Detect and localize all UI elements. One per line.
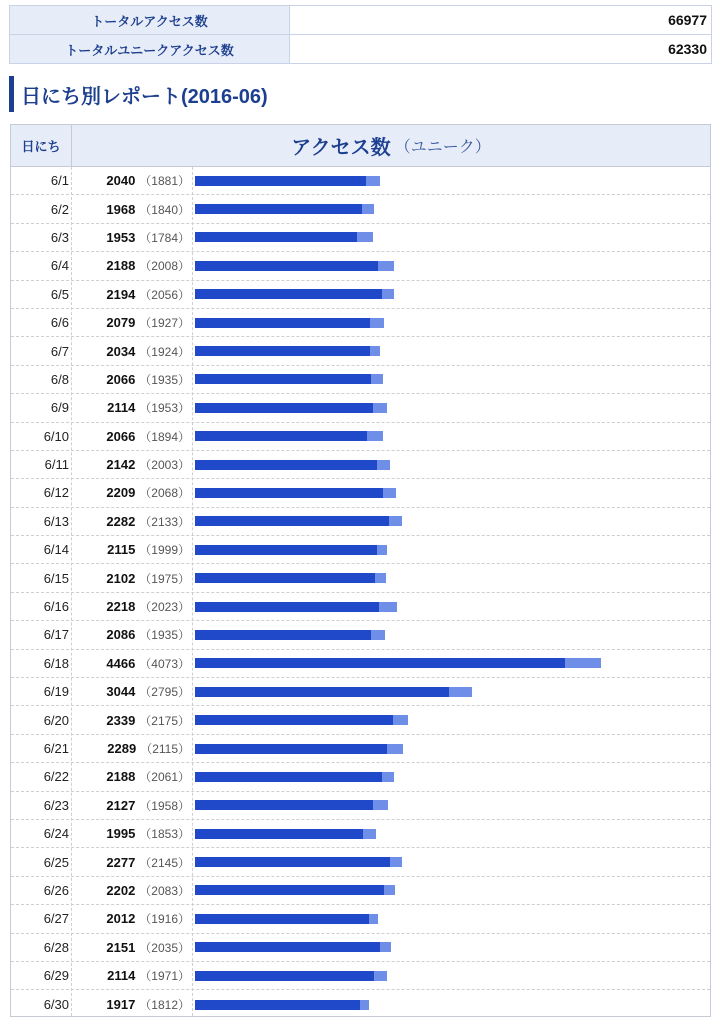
row-date: 6/6	[50, 315, 69, 331]
row-bars	[195, 990, 710, 1018]
report-row	[11, 735, 710, 763]
row-bars	[195, 820, 710, 847]
bar-unique-access	[195, 516, 389, 526]
report-row	[11, 905, 710, 933]
row-date: 6/21	[43, 741, 69, 756]
report-rows	[11, 167, 710, 1019]
row-counts	[72, 252, 190, 279]
row-bars	[195, 337, 710, 364]
row-date: 6/20	[43, 712, 69, 728]
summary-row-unique	[10, 35, 712, 64]
row-unique-count: （2023）	[139, 600, 190, 615]
report-row	[11, 423, 710, 451]
row-counts	[72, 167, 190, 194]
row-counts	[72, 281, 190, 308]
row-counts	[72, 593, 190, 620]
row-unique-count: （1916）	[139, 912, 190, 927]
row-total-count: 2127	[106, 797, 136, 813]
row-total-count: 2012	[106, 911, 136, 927]
report-row	[11, 252, 710, 280]
report-row	[11, 564, 710, 592]
row-total-count: 2339	[106, 712, 136, 728]
row-counts	[72, 934, 190, 961]
row-counts	[72, 877, 190, 904]
row-unique-count: （4073）	[139, 656, 190, 671]
row-bars	[195, 593, 710, 620]
row-bars	[195, 451, 710, 478]
row-total-count: 2115	[107, 542, 136, 558]
row-counts	[72, 621, 190, 648]
row-date: 6/10	[43, 428, 69, 444]
row-date: 6/28	[43, 939, 69, 955]
bar-unique-access	[195, 1000, 360, 1010]
report-header	[11, 125, 710, 167]
row-total-count: 2188	[106, 258, 136, 274]
section-title: 日にち別レポート(2016-06)	[21, 85, 268, 108]
report-row	[11, 281, 710, 309]
row-unique-count: （2175）	[139, 713, 190, 728]
row-counts	[72, 564, 190, 591]
row-total-count: 2034	[106, 343, 136, 359]
report-row	[11, 962, 710, 990]
row-counts	[72, 820, 190, 847]
report-row	[11, 877, 710, 905]
row-date: 6/14	[43, 542, 69, 558]
row-counts	[72, 366, 190, 393]
report-row	[11, 820, 710, 848]
row-counts	[72, 848, 190, 875]
row-unique-count: （2003）	[139, 458, 190, 473]
row-bars	[195, 479, 710, 506]
row-unique-count: （1927）	[139, 316, 190, 331]
report-row	[11, 366, 710, 394]
row-total-count: 2066	[106, 428, 136, 444]
row-date: 6/26	[43, 882, 69, 898]
row-bars	[195, 564, 710, 591]
row-bars	[195, 792, 710, 819]
report-row	[11, 763, 710, 791]
row-total-count: 2188	[106, 769, 136, 785]
row-date: 6/19	[43, 684, 69, 700]
row-date: 6/4	[50, 258, 69, 274]
bar-unique-access	[195, 772, 382, 782]
report-row	[11, 593, 710, 621]
row-date: 6/25	[43, 854, 69, 870]
daily-report-table	[10, 124, 711, 1017]
report-row	[11, 706, 710, 734]
row-total-count: 2218	[106, 599, 136, 615]
header-date: 日にち	[11, 125, 72, 166]
row-counts	[72, 508, 190, 535]
row-bars	[195, 678, 710, 705]
row-date: 6/15	[43, 570, 69, 586]
report-row	[11, 792, 710, 820]
bar-unique-access	[195, 658, 565, 668]
row-bars	[195, 195, 710, 222]
row-bars	[195, 224, 710, 251]
row-date: 6/27	[43, 911, 69, 927]
report-row	[11, 650, 710, 678]
row-date: 6/16	[43, 599, 69, 615]
row-date: 6/23	[43, 797, 69, 813]
row-unique-count: （1894）	[139, 429, 190, 444]
row-unique-count: （1784）	[139, 230, 190, 245]
row-counts	[72, 735, 190, 762]
bar-unique-access	[195, 573, 375, 583]
row-date: 6/30	[43, 997, 69, 1013]
bar-unique-access	[195, 744, 387, 754]
row-total-count: 2102	[106, 570, 136, 586]
report-row	[11, 848, 710, 876]
row-total-count: 2282	[106, 513, 136, 529]
row-total-count: 2194	[106, 286, 136, 302]
report-row	[11, 337, 710, 365]
row-unique-count: （2035）	[139, 940, 190, 955]
summary-row-total	[10, 6, 712, 35]
row-unique-count: （2083）	[139, 883, 190, 898]
row-total-count: 1995	[106, 826, 136, 842]
row-total-count: 3044	[106, 684, 136, 700]
report-row	[11, 224, 710, 252]
row-total-count: 2289	[107, 741, 137, 756]
bar-unique-access	[195, 431, 367, 441]
row-total-count: 2151	[106, 939, 136, 955]
row-total-count: 2114	[107, 968, 136, 984]
row-total-count: 1953	[106, 229, 136, 245]
row-total-count: 2202	[106, 882, 136, 898]
summary-table	[9, 5, 712, 64]
header-access	[72, 125, 710, 166]
row-total-count: 2066	[106, 371, 136, 387]
report-row	[11, 479, 710, 507]
bar-unique-access	[195, 346, 370, 356]
row-bars	[195, 621, 710, 648]
report-row	[11, 990, 710, 1018]
row-total-count: 1917	[106, 997, 136, 1013]
report-row	[11, 167, 710, 195]
row-bars	[195, 309, 710, 336]
bar-unique-access	[195, 800, 373, 810]
report-row	[11, 195, 710, 223]
bar-unique-access	[195, 374, 371, 384]
row-date: 6/18	[43, 655, 69, 671]
row-date: 6/8	[50, 371, 69, 387]
row-unique-count: （1935）	[139, 372, 190, 387]
report-row	[11, 451, 710, 479]
row-counts	[72, 451, 190, 478]
row-bars	[195, 423, 710, 450]
bar-unique-access	[195, 318, 370, 328]
row-unique-count: （2115）	[140, 742, 190, 756]
total-access-label: トータルアクセス数	[10, 6, 290, 35]
report-row	[11, 934, 710, 962]
bar-unique-access	[195, 261, 378, 271]
bar-unique-access	[195, 602, 379, 612]
row-date: 6/11	[44, 457, 69, 473]
bar-unique-access	[195, 488, 383, 498]
row-bars	[195, 508, 710, 535]
row-counts	[72, 224, 190, 251]
row-bars	[195, 394, 710, 421]
row-unique-count: （1975）	[139, 571, 190, 586]
header-unique-label: （ユニーク）	[394, 139, 491, 156]
row-unique-count: （1953）	[139, 401, 190, 416]
row-total-count: 4466	[106, 655, 136, 671]
row-counts	[72, 792, 190, 819]
row-date: 6/12	[43, 485, 69, 501]
bar-unique-access	[195, 403, 373, 413]
bar-unique-access	[195, 971, 374, 981]
bar-unique-access	[195, 857, 390, 867]
report-row	[11, 678, 710, 706]
unique-access-label: トータルユニークアクセス数	[10, 35, 290, 64]
row-bars	[195, 877, 710, 904]
row-counts	[72, 962, 190, 989]
row-unique-count: （1935）	[139, 628, 190, 643]
row-counts	[72, 337, 190, 364]
row-bars	[195, 848, 710, 875]
heading-accent-bar	[9, 76, 14, 112]
row-date: 6/22	[43, 769, 69, 785]
row-unique-count: （2795）	[139, 685, 190, 700]
row-counts	[72, 195, 190, 222]
row-unique-count: （2056）	[139, 287, 190, 302]
row-counts	[72, 763, 190, 790]
row-bars	[195, 650, 710, 677]
row-date: 6/9	[50, 400, 69, 416]
row-unique-count: （1812）	[139, 998, 190, 1013]
row-counts	[72, 479, 190, 506]
bar-unique-access	[195, 687, 449, 697]
row-unique-count: （2061）	[139, 770, 190, 785]
report-row	[11, 394, 710, 422]
row-date: 6/17	[43, 627, 69, 643]
row-unique-count: （1971）	[139, 969, 190, 984]
row-counts	[72, 678, 190, 705]
bar-unique-access	[195, 289, 382, 299]
total-access-value: 66977	[290, 6, 712, 35]
row-unique-count: （1840）	[139, 202, 190, 217]
report-row	[11, 536, 710, 564]
row-unique-count: （1999）	[139, 543, 190, 558]
row-counts	[72, 394, 190, 421]
row-total-count: 2040	[106, 173, 136, 189]
row-total-count: 2209	[106, 485, 136, 501]
bar-unique-access	[195, 232, 357, 242]
row-unique-count: （1924）	[139, 344, 190, 359]
row-date: 6/24	[43, 826, 69, 842]
row-counts	[72, 706, 190, 733]
bar-unique-access	[195, 204, 362, 214]
bar-unique-access	[195, 885, 384, 895]
row-date: 6/7	[50, 343, 69, 359]
bar-unique-access	[195, 715, 393, 725]
row-total-count: 2142	[106, 457, 136, 473]
row-unique-count: （1881）	[139, 174, 190, 189]
row-date: 6/29	[43, 968, 69, 984]
row-date: 6/1	[50, 173, 69, 189]
row-bars	[195, 366, 710, 393]
row-counts	[72, 309, 190, 336]
row-unique-count: （2145）	[139, 855, 190, 870]
row-date: 6/3	[50, 229, 69, 245]
row-total-count: 1968	[106, 201, 136, 217]
row-unique-count: （1853）	[139, 827, 190, 842]
report-row	[11, 309, 710, 337]
row-counts	[72, 650, 190, 677]
row-date: 6/13	[43, 513, 69, 529]
row-bars	[195, 763, 710, 790]
row-unique-count: （2008）	[139, 259, 190, 274]
bar-unique-access	[195, 176, 366, 186]
report-row	[11, 621, 710, 649]
row-bars	[195, 735, 710, 762]
row-counts	[72, 423, 190, 450]
row-total-count: 2079	[106, 315, 136, 331]
row-bars	[195, 962, 710, 989]
row-total-count: 2277	[106, 854, 136, 870]
row-date: 6/2	[50, 201, 69, 217]
row-bars	[195, 167, 710, 194]
report-row	[11, 508, 710, 536]
row-bars	[195, 252, 710, 279]
bar-unique-access	[195, 914, 369, 924]
section-heading	[9, 76, 268, 112]
row-total-count: 2114	[107, 400, 136, 416]
row-bars	[195, 281, 710, 308]
row-unique-count: （2068）	[139, 486, 190, 501]
bar-unique-access	[195, 829, 363, 839]
row-counts	[72, 536, 190, 563]
unique-access-value: 62330	[290, 35, 712, 64]
row-bars	[195, 706, 710, 733]
row-counts	[72, 990, 190, 1018]
bar-unique-access	[195, 942, 380, 952]
row-total-count: 2086	[106, 627, 136, 643]
row-bars	[195, 934, 710, 961]
row-date: 6/5	[50, 286, 69, 302]
row-counts	[72, 905, 190, 932]
row-bars	[195, 536, 710, 563]
bar-unique-access	[195, 630, 371, 640]
header-access-label: アクセス数	[291, 137, 391, 159]
row-unique-count: （1958）	[139, 798, 190, 813]
row-unique-count: （2133）	[139, 514, 190, 529]
bar-unique-access	[195, 545, 377, 555]
bar-unique-access	[195, 460, 377, 470]
row-bars	[195, 905, 710, 932]
